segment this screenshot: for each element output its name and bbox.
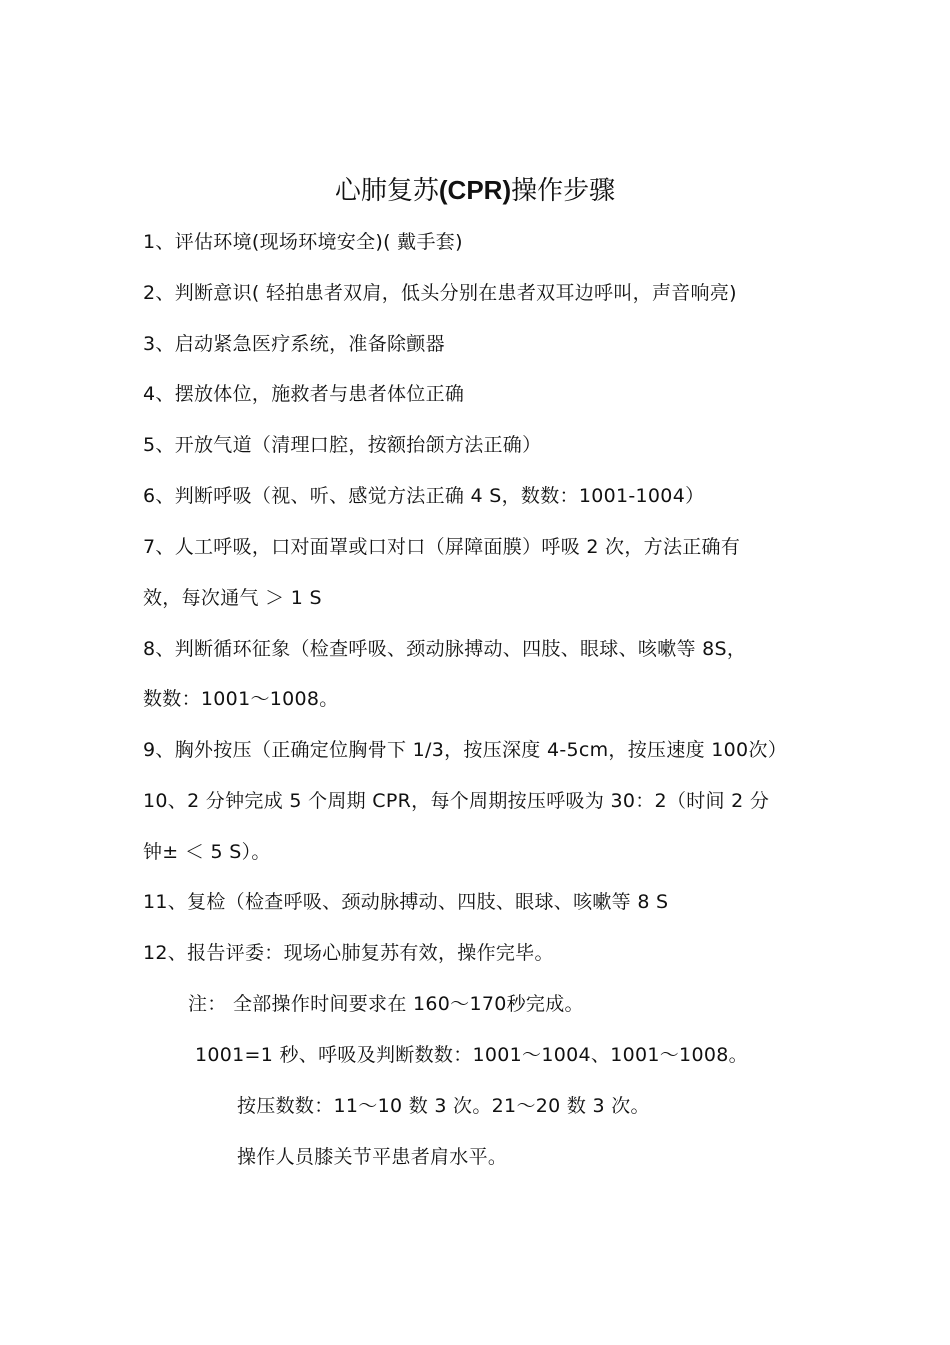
step-7-continued: 效，每次通气 ＞ 1 S	[143, 587, 322, 609]
note-2: 1001=1 秒、呼吸及判断数数：1001～1004、1001～1008。	[195, 1044, 748, 1066]
page-title	[0, 172, 950, 209]
step-2: 2、判断意识( 轻拍患者双肩，低头分别在患者双耳边呼叫，声音响亮)	[143, 282, 737, 304]
title-latin: (CPR)	[438, 175, 512, 205]
step-9: 9、胸外按压（正确定位胸骨下 1/3，按压深度 4-5cm，按压速度 100次）	[143, 739, 788, 761]
note-3: 按压数数：11～10 数 3 次。21～20 数 3 次。	[237, 1095, 650, 1117]
step-4: 4、摆放体位，施救者与患者体位正确	[143, 383, 465, 405]
step-1: 1、评估环境(现场环境安全)( 戴手套)	[143, 231, 463, 253]
note-4: 操作人员膝关节平患者肩水平。	[237, 1146, 508, 1168]
step-8-continued: 数数：1001～1008。	[143, 688, 339, 710]
note-1: 注： 全部操作时间要求在 160～170秒完成。	[188, 993, 584, 1015]
step-8: 8、判断循环征象（检查呼吸、颈动脉搏动、四肢、眼球、咳嗽等 8S，	[143, 638, 747, 660]
step-12: 12、报告评委：现场心肺复苏有效，操作完毕。	[143, 942, 554, 964]
step-5: 5、开放气道（清理口腔，按额抬颌方法正确）	[143, 434, 542, 456]
step-10-continued: 钟± ＜ 5 S）。	[143, 841, 271, 863]
step-7: 7、人工呼吸，口对面罩或口对口（屏障面膜）呼吸 2 次，方法正确有	[143, 536, 741, 558]
step-6: 6、判断呼吸（视、听、感觉方法正确 4 S，数数：1001-1004）	[143, 485, 705, 507]
title-cn-part1: 心肺复苏	[334, 176, 439, 206]
step-11: 11、复检（检查呼吸、颈动脉搏动、四肢、眼球、咳嗽等 8 S	[143, 891, 669, 913]
step-10: 10、2 分钟完成 5 个周期 CPR，每个周期按压呼吸为 30：2（时间 2 分	[143, 790, 770, 812]
title-cn-part2: 操作步骤	[511, 176, 616, 206]
step-3: 3、启动紧急医疗系统，准备除颤器	[143, 333, 445, 355]
